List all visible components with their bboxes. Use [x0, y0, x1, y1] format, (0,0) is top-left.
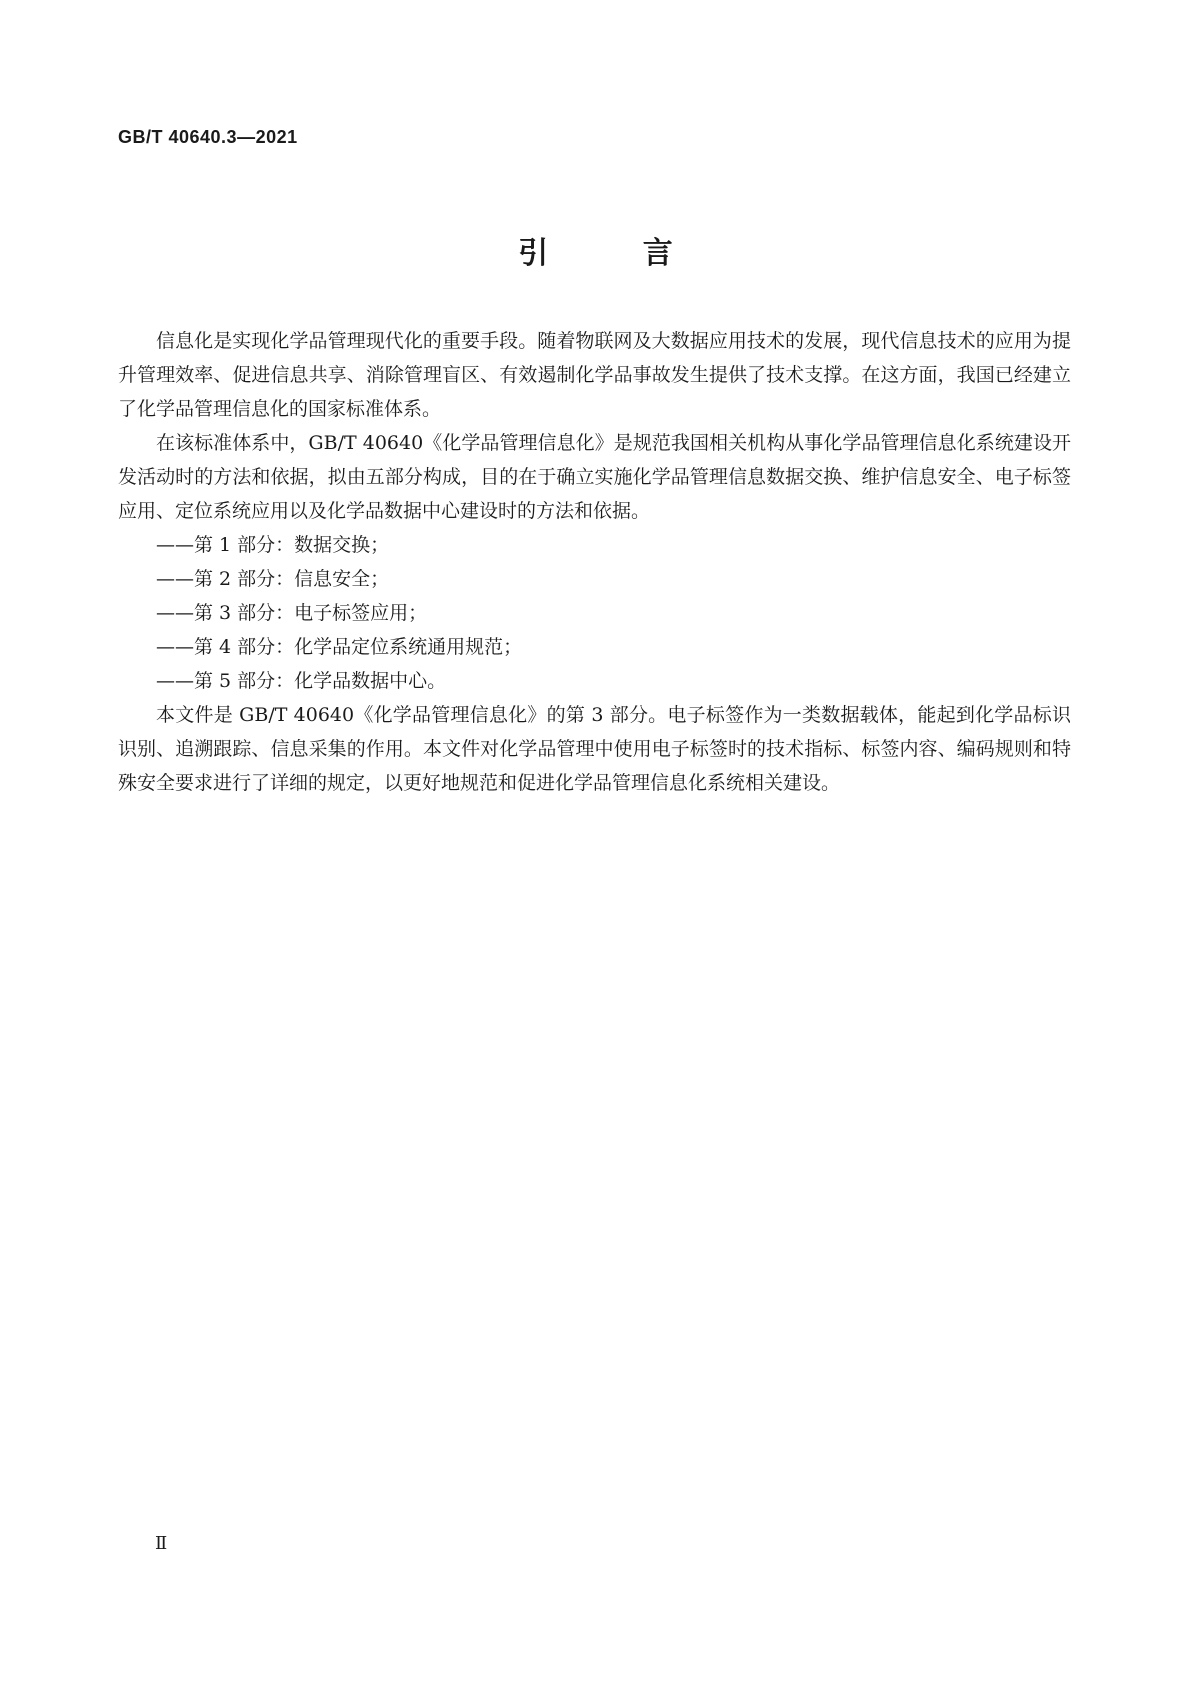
document-body	[118, 324, 1071, 800]
intro-paragraph-2: 在该标准体系中，GB/T 40640《化学品管理信息化》是规范我国相关机构从事化学品管理信息化系统建设开发活动时的方法和依据，拟由五部分构成，目的在于确立实施化学品管理信息数据交换、维护信息安全、电子标签应用、定位系统应用以及化学品数据中心建设时的方法和依据。	[118, 432, 1071, 522]
page-title: 引 言	[518, 236, 715, 271]
standard-code-header: GB/T 40640.3—2021	[118, 127, 298, 147]
parts-list-item: ——第 2 部分：信息安全；	[156, 568, 390, 590]
parts-list-item: ——第 5 部分：化学品数据中心。	[156, 670, 447, 692]
page-number: Ⅱ	[155, 1533, 168, 1554]
intro-paragraph-1: 信息化是实现化学品管理现代化的重要手段。随着物联网及大数据应用技术的发展，现代信息技术的应用为提升管理效率、促进信息共享、消除管理盲区、有效遏制化学品事故发生提供了技术支撑。在这方面，我国已经建立了化学品管理信息化的国家标准体系。	[118, 330, 1071, 420]
parts-list-item: ——第 1 部分：数据交换；	[156, 534, 390, 556]
closing-paragraph: 本文件是 GB/T 40640《化学品管理信息化》的第 3 部分。电子标签作为一类数据载体，能起到化学品标识识别、追溯跟踪、信息采集的作用。本文件对化学品管理中使用电子标签时的技术指标、标签内容、编码规则和特殊安全要求进行了详细的规定，以更好地规范和促进化学品管理信息化系统相关建设。	[118, 704, 1071, 794]
parts-list-item: ——第 3 部分：电子标签应用；	[156, 602, 428, 624]
parts-list-item: ——第 4 部分：化学品定位系统通用规范；	[156, 636, 523, 658]
